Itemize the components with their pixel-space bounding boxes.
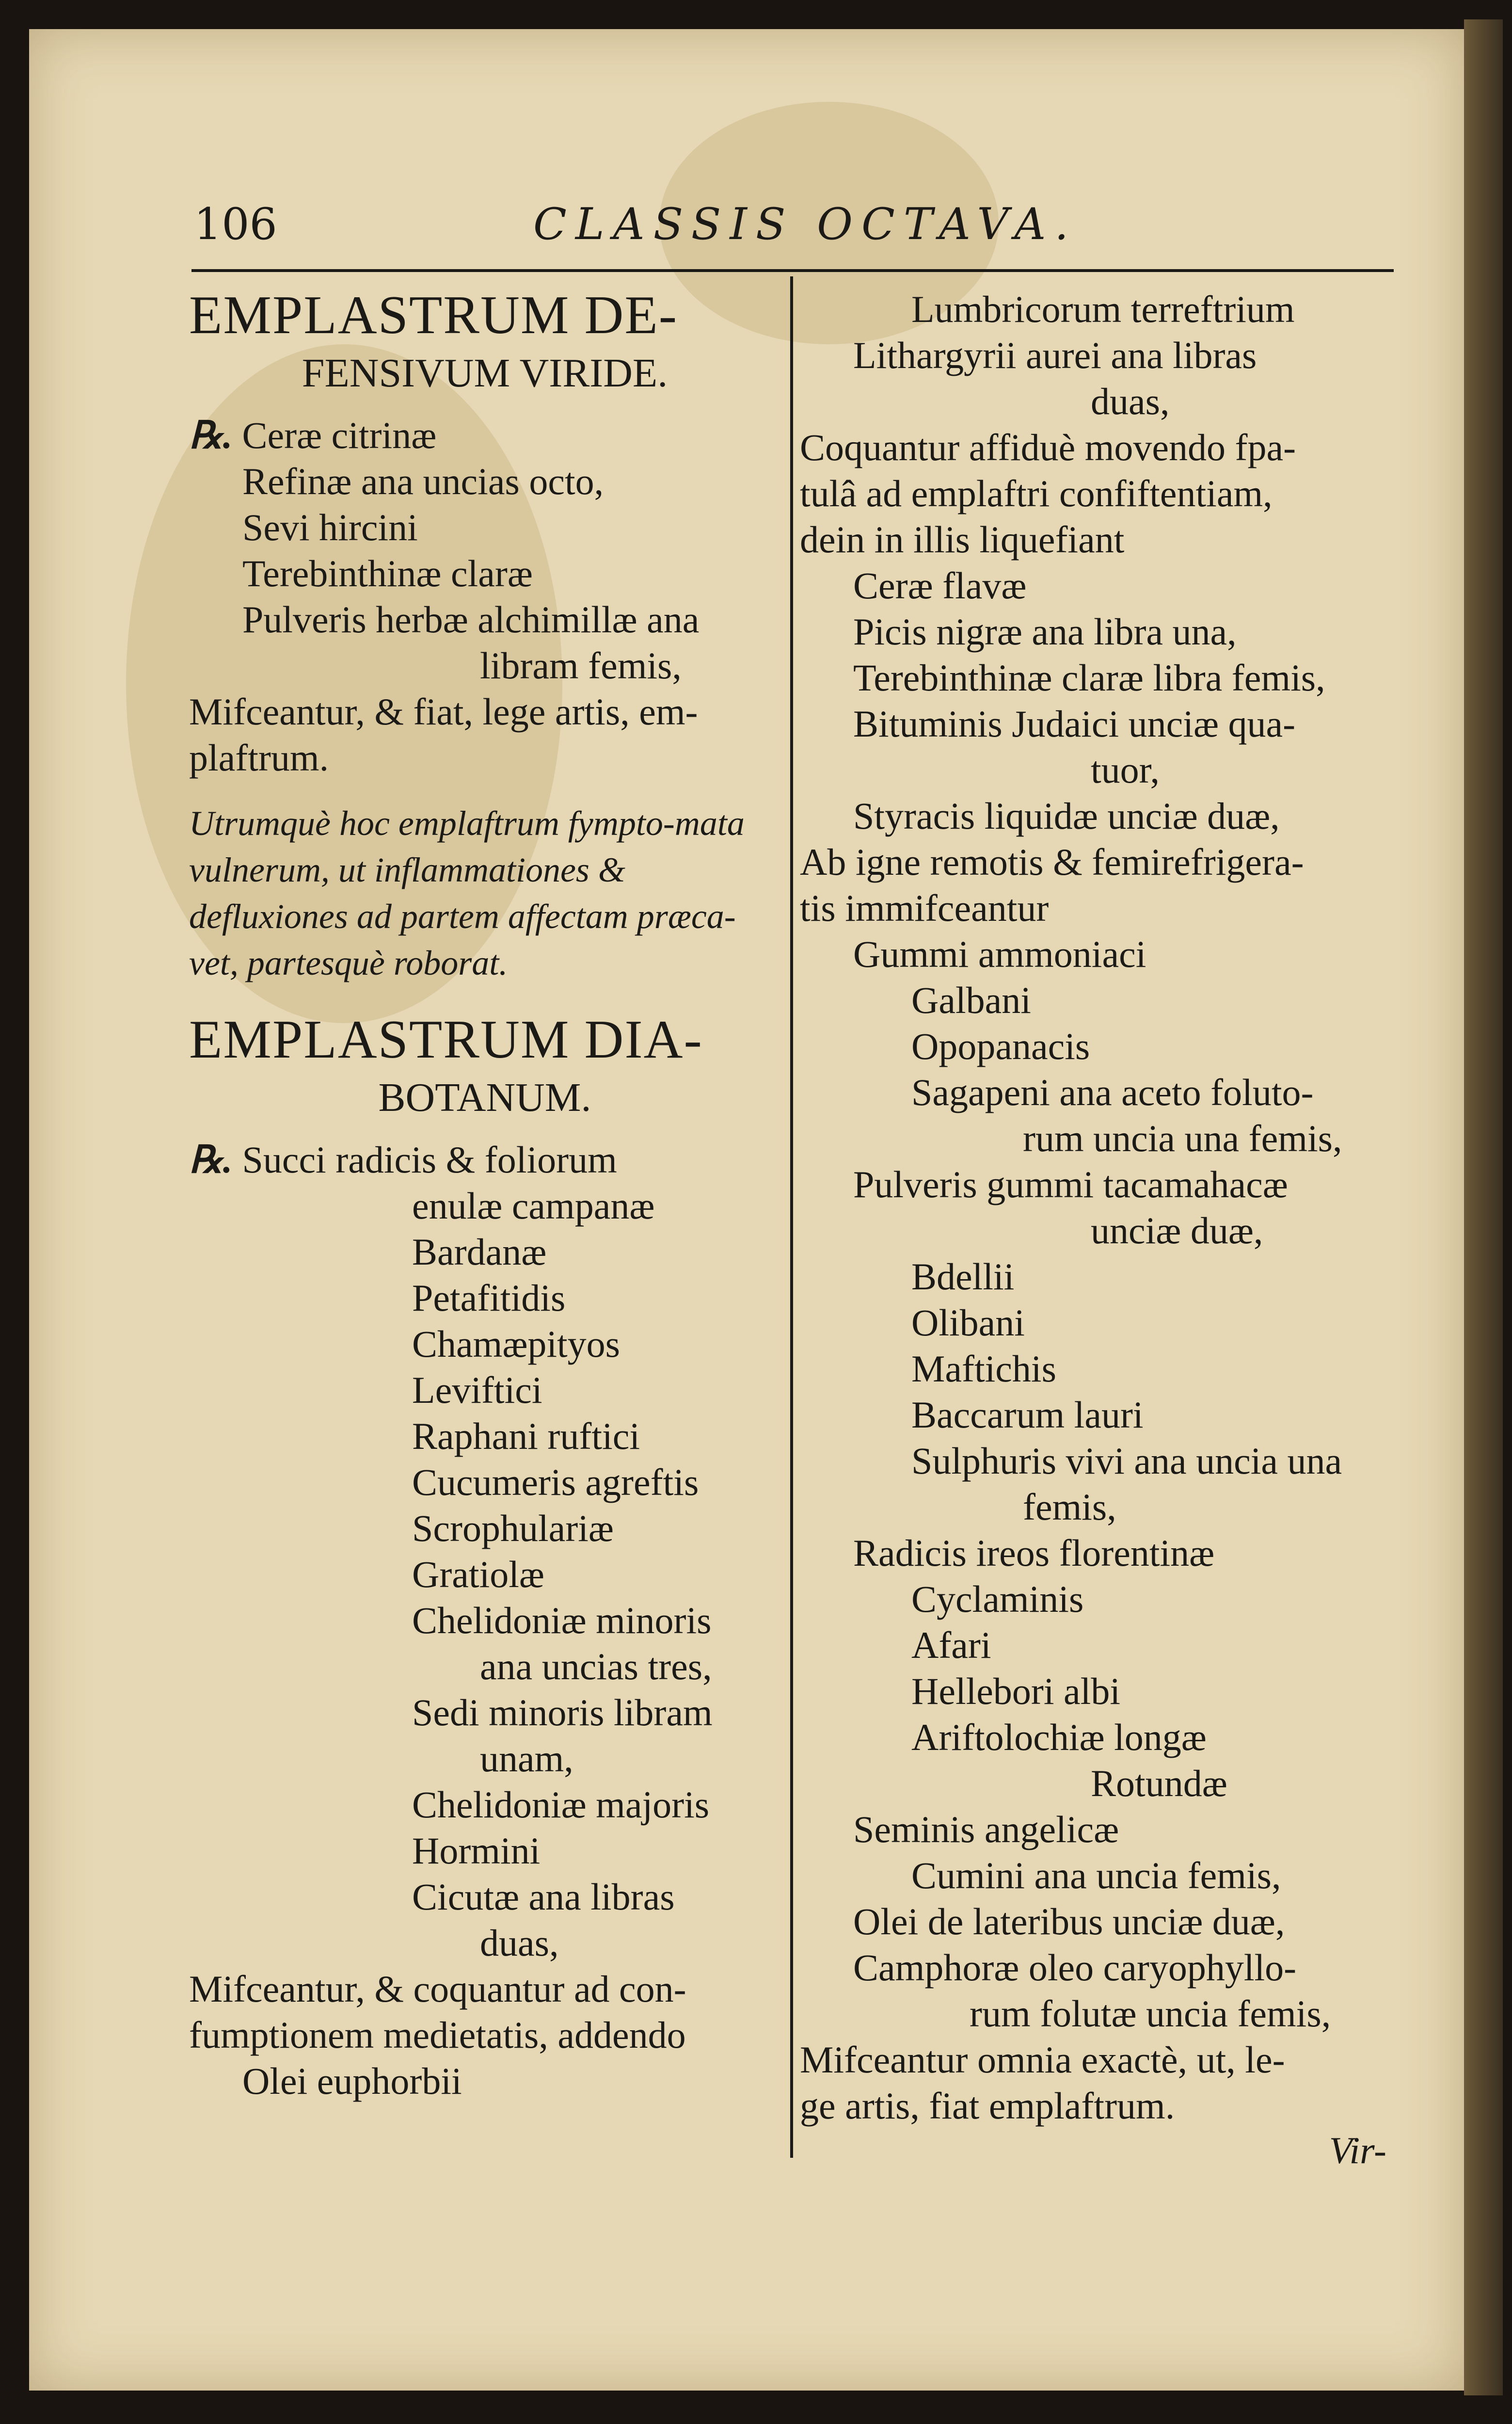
ingredient-line: Scrophulariæ (412, 1507, 614, 1549)
ingredient-line: Ceræ citrinæ (242, 414, 437, 456)
instruction-line: tis immifceantur (800, 887, 1049, 929)
ingredient-line: rum folutæ uncia femis, (970, 1992, 1331, 2035)
ingredient-line: Hellebori albi (911, 1670, 1121, 1712)
ingredient-line: Raphani ruftici (412, 1415, 640, 1457)
ingredient-line: Refinæ ana uncias octo, (242, 460, 604, 502)
ingredient-line: libram femis, (480, 644, 682, 687)
ingredient-line: Olibani (911, 1301, 1025, 1344)
ingredient-line: duas, (480, 1922, 559, 1964)
ingredient-line: Sulphuris vivi ana uncia una (911, 1440, 1342, 1482)
ingredient-line: Pulveris herbæ alchimillæ ana (242, 598, 700, 641)
ingredient-line: Chelidoniæ minoris (412, 1599, 712, 1641)
page-edge (1464, 19, 1503, 2395)
ingredient-line: Sevi hircini (242, 506, 418, 548)
instruction-line: Coquantur affiduè movendo fpa- (800, 426, 1296, 468)
ingredient-line: Styracis liquidæ unciæ duæ, (853, 795, 1280, 837)
recipe-note: Utrumquè hoc emplaftrum fympto-mata vulnerum, ut inflammationes & defluxiones ad partem affectam præca-vet, partesquè roborat. (189, 804, 745, 982)
ingredient-line: enulæ campanæ (412, 1185, 655, 1227)
ingredient-line: Bardanæ (412, 1231, 547, 1273)
recipe-symbol: ℞. (189, 1139, 233, 1181)
ingredient-line: Gratiolæ (412, 1553, 544, 1595)
ingredient-line: Ceræ flavæ (853, 564, 1027, 607)
recipe-subtitle: BOTANUM. (378, 1075, 591, 1120)
ingredient-line: Rotundæ (1091, 1762, 1227, 1804)
instruction-line: Mifceantur omnia exactè, ut, le- (800, 2039, 1285, 2081)
recipe-title: EMPLASTRUM DE- (189, 285, 678, 345)
ingredient-line: Maftichis (911, 1348, 1056, 1390)
catchword: Vir- (1329, 2129, 1386, 2171)
instruction-line: Ab igne remotis & femirefrigera- (800, 841, 1304, 883)
ingredient-line: Afari (911, 1624, 991, 1666)
ingredient-line: Bdellii (911, 1255, 1015, 1298)
right-column (800, 286, 1391, 2172)
ingredient-line: Cucumeris agreftis (412, 1461, 699, 1503)
ingredient-line: tuor, (1091, 749, 1160, 791)
left-column (189, 286, 780, 2104)
ingredient-line: Camphoræ oleo caryophyllo- (853, 1946, 1297, 1989)
ingredient-line: rum uncia una femis, (1023, 1117, 1342, 1159)
column-divider (790, 276, 793, 2158)
ingredient-line: Baccarum lauri (911, 1394, 1144, 1436)
ingredient-line: Leviftici (412, 1369, 542, 1411)
ingredient-line: Olei de lateribus unciæ duæ, (853, 1900, 1285, 1942)
ingredient-line: Gummi ammoniaci (853, 933, 1146, 975)
recipe-subtitle: FENSIVUM VIRIDE. (302, 351, 668, 396)
ingredient-line: Cumini ana uncia femis, (911, 1854, 1281, 1896)
instruction-line: tulâ ad emplaftri confiftentiam, (800, 472, 1273, 514)
ingredient-line: Radicis ireos florentinæ (853, 1532, 1215, 1574)
ingredient-line: Ariftolochiæ longæ (911, 1716, 1207, 1758)
recipe-symbol: ℞. (189, 414, 233, 456)
ingredient-line: Petafitidis (412, 1277, 566, 1319)
ingredient-line: unam, (480, 1737, 573, 1780)
instruction-line: plaftrum. (189, 737, 329, 779)
ingredient-line: Opopanacis (911, 1025, 1090, 1067)
ingredient-line: Olei euphorbii (242, 2060, 462, 2102)
ingredient-line: Cicutæ ana libras (412, 1876, 675, 1918)
ingredient-line: Chamæpityos (412, 1323, 621, 1365)
running-head: CLASSIS OCTAVA. (533, 199, 1077, 250)
ingredient-line: Lithargyrii aurei ana libras (853, 334, 1257, 376)
instruction-line: ge artis, fiat emplaftrum. (800, 2085, 1175, 2127)
ingredient-line: femis, (1023, 1486, 1116, 1528)
ingredient-line: Bituminis Judaici unciæ qua- (853, 703, 1296, 745)
ingredient-line: Picis nigræ ana libra una, (853, 610, 1237, 653)
ingredient-line: unciæ duæ, (1091, 1209, 1263, 1252)
ingredient-line: Lumbricorum terreftrium (911, 288, 1295, 330)
ingredient-line: duas, (1091, 380, 1170, 422)
ingredient-line: Seminis angelicæ (853, 1808, 1119, 1850)
instruction-line: dein in illis liquefiant (800, 518, 1125, 561)
ingredient-line: Sagapeni ana aceto foluto- (911, 1071, 1314, 1113)
ingredient-line: Pulveris gummi tacamahacæ (853, 1163, 1288, 1205)
ingredient-line: Succi radicis & foliorum (242, 1139, 617, 1181)
ingredient-line: Hormini (412, 1830, 541, 1872)
ingredient-line: Galbani (911, 979, 1031, 1021)
ingredient-line: Sedi minoris libram (412, 1691, 713, 1734)
page-header (194, 199, 1396, 262)
instruction-line: Mifceantur, & fiat, lege artis, em- (189, 690, 698, 733)
page-number: 106 (194, 199, 277, 250)
instruction-line: fumptionem medietatis, addendo (189, 2014, 686, 2056)
recipe-title: EMPLASTRUM DIA- (189, 1010, 703, 1070)
ingredient-line: Terebinthinæ claræ libra femis, (853, 657, 1325, 699)
ingredient-line: Terebinthinæ claræ (242, 552, 533, 594)
header-rule (191, 269, 1394, 272)
ingredient-line: ana uncias tres, (480, 1645, 712, 1687)
instruction-line: Mifceantur, & coquantur ad con- (189, 1968, 686, 2010)
ingredient-line: Chelidoniæ majoris (412, 1783, 710, 1826)
ingredient-line: Cyclaminis (911, 1578, 1084, 1620)
